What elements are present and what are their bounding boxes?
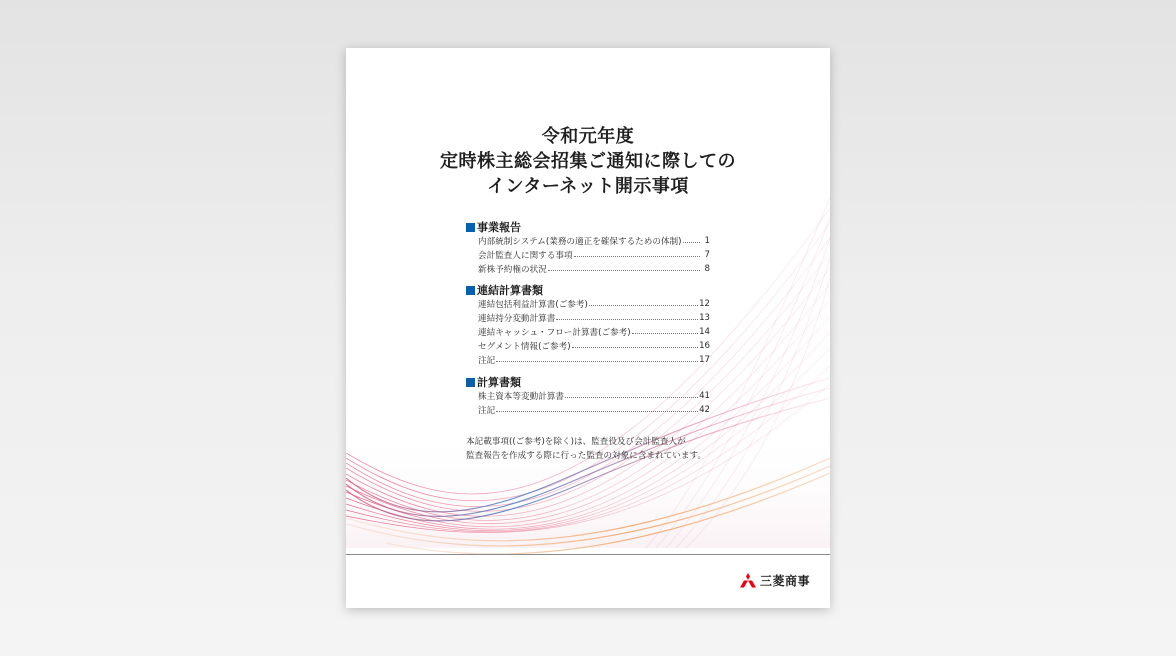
toc-page-number: 16	[699, 341, 710, 351]
section-marker-icon	[466, 286, 475, 295]
leader-dots	[565, 397, 698, 398]
toc-item: 連結持分変動計算書 13	[478, 313, 710, 324]
toc-page-number: 1	[704, 236, 710, 246]
toc-page-number: 17	[699, 355, 710, 365]
title-line-1: 令和元年度	[541, 126, 635, 147]
leader-dots	[556, 319, 698, 320]
toc-item: 内部統制システム(業務の適正を確保するための体制) 1	[478, 236, 710, 247]
footer-divider	[346, 554, 830, 555]
document-page	[346, 48, 830, 608]
leader-dots	[632, 333, 698, 334]
toc-page-number: 7	[704, 250, 710, 260]
toc-item: 注記 17	[478, 355, 710, 366]
title-line-3: インターネット開示事項	[487, 176, 689, 197]
toc-item: 会計監査人に関する事項 7	[478, 250, 710, 261]
three-diamonds-icon	[740, 573, 756, 588]
toc-page-number: 13	[699, 313, 710, 323]
toc-section-heading: 事業報告	[466, 219, 521, 235]
title-line-2: 定時株主総会招集ご通知に際しての	[440, 151, 736, 172]
company-logo	[740, 572, 810, 589]
toc-section-heading: 計算書類	[466, 374, 521, 390]
leader-dots	[548, 270, 700, 271]
toc-item: 連結包括利益計算書(ご参考) 12	[478, 299, 710, 310]
toc-page-number: 14	[699, 327, 710, 337]
leader-dots	[683, 242, 700, 243]
leader-dots	[589, 305, 698, 306]
leader-dots	[496, 361, 698, 362]
section-marker-icon	[466, 223, 475, 232]
toc-item: 株主資本等変動計算書 41	[478, 391, 710, 402]
toc-item: 注記 42	[478, 405, 710, 416]
leader-dots	[574, 256, 700, 257]
toc-item: セグメント情報(ご参考) 16	[478, 341, 710, 352]
company-name: 三菱商事	[759, 574, 810, 588]
table-of-contents	[346, 48, 830, 608]
audit-note-line-1: 本記載事項((ご参考)を除く)は、監査役及び会計監査人が	[466, 437, 686, 447]
leader-dots	[496, 411, 698, 412]
audit-note-line-2: 監査報告を作成する際に行った監査の対象に含まれています。	[466, 451, 706, 461]
toc-page-number: 12	[699, 299, 710, 309]
toc-item: 連結キャッシュ・フロー計算書(ご参考) 14	[478, 327, 710, 338]
section-marker-icon	[466, 378, 475, 387]
leader-dots	[572, 347, 699, 348]
toc-section-heading: 連結計算書類	[466, 282, 543, 298]
toc-page-number: 42	[699, 405, 710, 415]
toc-item: 新株予約権の状況 8	[478, 264, 710, 275]
toc-page-number: 41	[699, 391, 710, 401]
toc-page-number: 8	[704, 264, 710, 274]
